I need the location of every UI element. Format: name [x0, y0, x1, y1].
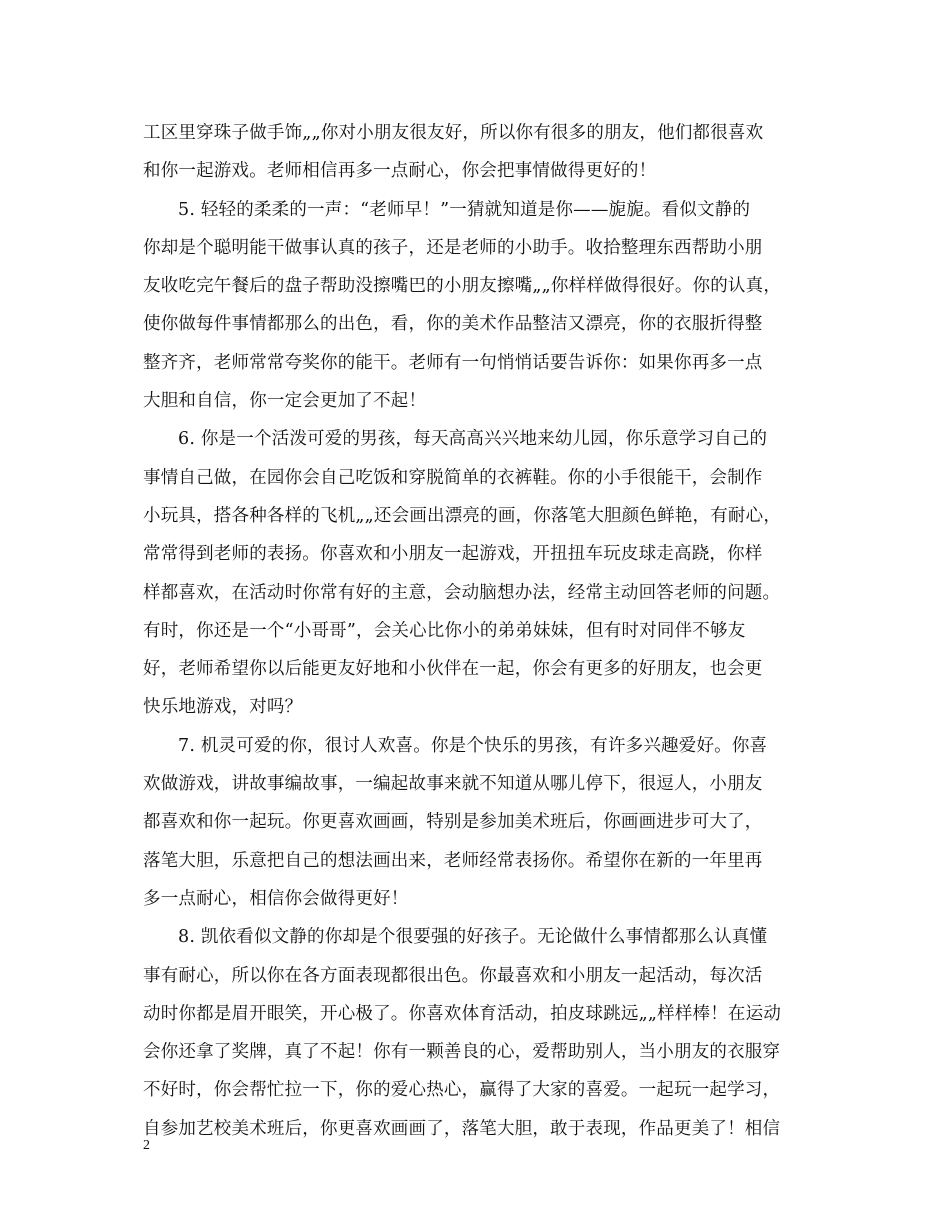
text-line: 会你还拿了奖牌，真了不起！你有一颗善良的心，爱帮助别人，当小朋友的衣服穿: [143, 1042, 781, 1063]
text-line: 小玩具，搭各种各样的飞机„„还会画出漂亮的画，你落笔大胆颜色鲜艳，有耐心，: [143, 505, 782, 526]
text-line: 事有耐心，所以你在各方面表现都很出色。你最喜欢和小朋友一起活动，每次活: [143, 965, 763, 986]
paragraph-start-line: 5. 轻轻的柔柔的一声：“老师早！”一猜就知道是你——旎旎。看似文静的: [178, 199, 751, 220]
text-line: 友收吃完午餐后的盘子帮助没擦嘴巴的小朋友擦嘴„„你样样做得很好。你的认真，: [143, 276, 782, 297]
text-line: 自参加艺校美术班后，你更喜欢画画了，落笔大胆，敢于表现，作品更美了！相信: [143, 1118, 781, 1139]
text-line: 和你一起游戏。老师相信再多一点耐心，你会把事情做得更好的！: [143, 161, 657, 182]
text-line: 欢做游戏，讲故事编故事，一编起故事来就不知道从哪儿停下，很逗人，小朋友: [143, 774, 763, 795]
paragraph-start-line: 8. 凯依看似文静的你却是个很要强的好孩子。无论做什么事情都那么认真懂: [178, 927, 768, 948]
text-line: 整齐齐，老师常常夸奖你的能干。老师有一句悄悄话要告诉你：如果你再多一点: [143, 352, 763, 373]
text-line: 大胆和自信，你一定会更加了不起！: [143, 391, 427, 412]
text-line: 快乐地游戏，对吗？: [143, 697, 303, 718]
text-line: 事情自己做，在园你会自己吃饭和穿脱简单的衣裤鞋。你的小手很能干，会制作: [143, 467, 763, 488]
paragraph-start-line: 7. 机灵可爱的你，很讨人欢喜。你是个快乐的男孩，有许多兴趣爱好。你喜: [178, 735, 768, 756]
text-line: 有时，你还是一个“小哥哥”，会关心比你小的弟弟妹妹，但有时对同伴不够友: [143, 620, 746, 641]
paragraph-start-line: 6. 你是一个活泼可爱的男孩，每天高高兴兴地来幼儿园，你乐意学习自己的: [178, 429, 768, 450]
text-line: 多一点耐心，相信你会做得更好！: [143, 888, 409, 909]
document-body: [143, 114, 813, 1148]
text-line: 你却是个聪明能干做事认真的孩子，还是老师的小助手。收拾整理东西帮助小朋: [143, 237, 763, 258]
text-line: 落笔大胆，乐意把自己的想法画出来，老师经常表扬你。希望你在新的一年里再: [143, 850, 763, 871]
text-line: 都喜欢和你一起玩。你更喜欢画画，特别是参加美术班后，你画画进步可大了，: [143, 812, 763, 833]
text-line: 动时你都是眉开眼笑，开心极了。你喜欢体育活动，拍皮球跳远„„样样棒！在运动: [143, 1003, 782, 1024]
page-number: 2: [143, 1138, 150, 1153]
text-line: 工区里穿珠子做手饰„„你对小朋友很友好，所以你有很多的朋友，他们都很喜欢: [143, 123, 764, 143]
text-line: 不好时，你会帮忙拉一下，你的爱心热心，赢得了大家的喜爱。一起玩一起学习，: [143, 1080, 781, 1101]
text-line: 好，老师希望你以后能更友好地和小伙伴在一起，你会有更多的好朋友，也会更: [143, 659, 763, 680]
text-line: 样都喜欢，在活动时你常有好的主意，会动脑想办法，经常主动回答老师的问题。: [143, 582, 781, 603]
text-line: 常常得到老师的表扬。你喜欢和小朋友一起游戏，开扭扭车玩皮球走高跷，你样: [143, 544, 763, 565]
text-line: 使你做每件事情都那么的出色，看，你的美术作品整洁又漂亮，你的衣服折得整: [143, 314, 763, 335]
